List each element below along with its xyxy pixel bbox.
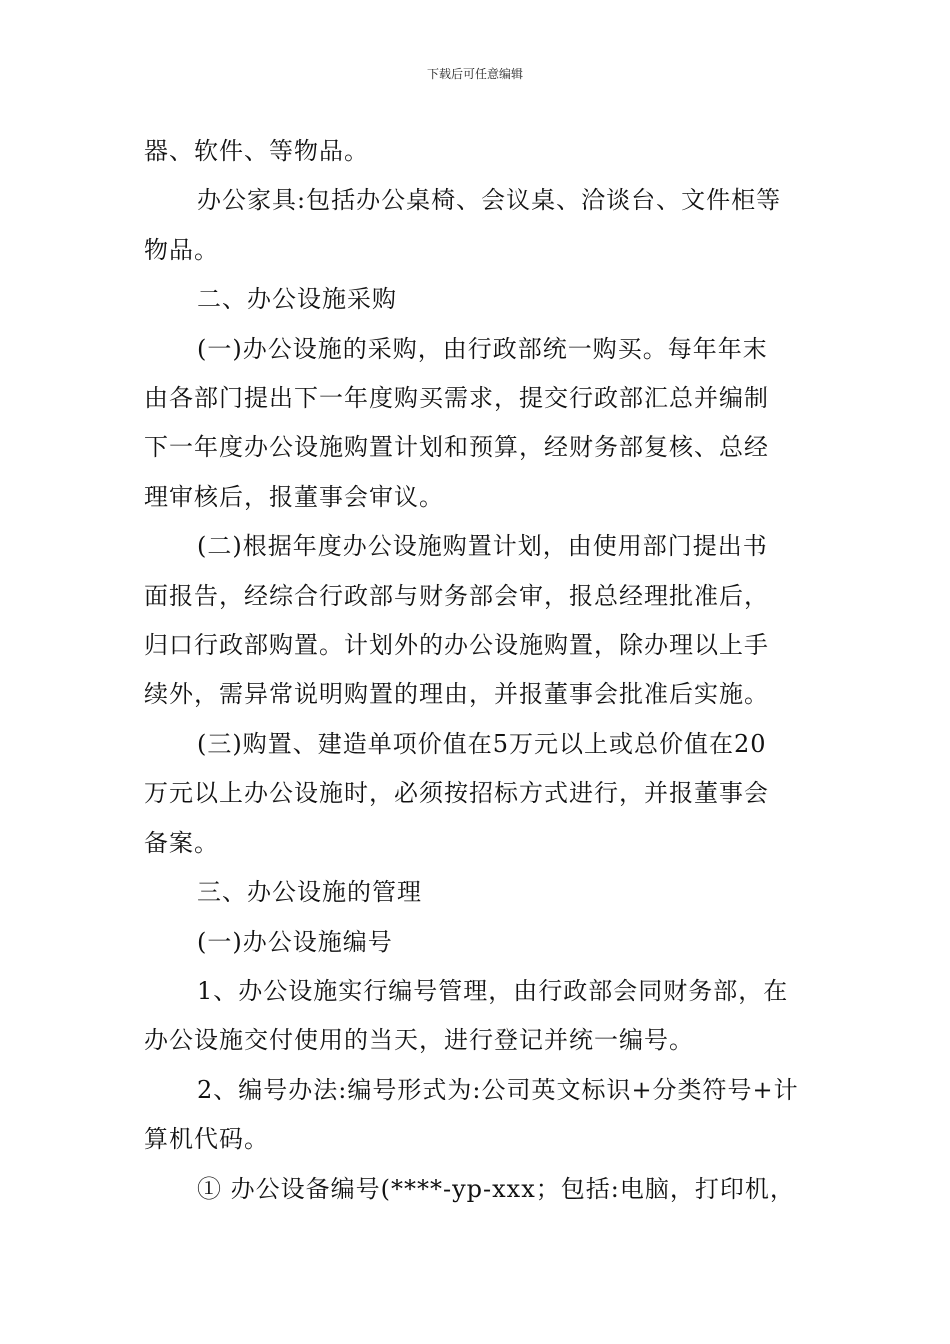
body-line: 备案。	[144, 828, 219, 857]
body-line: 由各部门提出下一年度购买需求，提交行政部汇总并编制	[144, 384, 769, 413]
body-line: 2、编号办法:编号形式为:公司英文标识+分类符号+计	[197, 1075, 799, 1104]
body-line: 下一年度办公设施购置计划和预算，经财务部复核、总经	[144, 433, 769, 462]
body-line: 器、软件、等物品。	[144, 137, 369, 165]
body-line: 万元以上办公设施时，必须按招标方式进行，并报董事会	[144, 779, 769, 808]
document-body	[144, 127, 808, 1214]
body-line: (一)办公设施的采购，由行政部统一购买。每年年末	[197, 334, 768, 363]
body-line: ① 办公设备编号(****-yp-xxx；包括:电脑，打印机，	[197, 1174, 795, 1203]
body-line: (二)根据年度办公设施购置计划，由使用部门提出书	[197, 532, 768, 561]
body-line: 算机代码。	[144, 1125, 269, 1154]
page-header: 下载后可任意编辑	[426, 67, 523, 81]
body-line: 续外，需异常说明购置的理由，并报董事会批准后实施。	[144, 680, 769, 709]
body-line: 理审核后，报董事会审议。	[144, 482, 444, 511]
body-line: 办公家具:包括办公桌椅、会议桌、洽谈台、文件柜等	[197, 186, 782, 215]
body-line: 1、办公设施实行编号管理，由行政部会同财务部，在	[197, 976, 789, 1005]
body-line: (三)购置、建造单项价值在5万元以上或总价值在20	[197, 729, 767, 758]
body-line: 面报告，经综合行政部与财务部会审，报总经理批准后，	[144, 581, 769, 610]
section-heading: 二、办公设施采购	[197, 285, 397, 314]
section-heading: 三、办公设施的管理	[197, 878, 422, 907]
body-line: 物品。	[144, 235, 219, 264]
body-line: 办公设施交付使用的当天，进行登记并统一编号。	[144, 1026, 694, 1055]
body-line: 归口行政部购置。计划外的办公设施购置，除办理以上手	[144, 631, 769, 660]
subsection-heading: (一)办公设施编号	[197, 927, 393, 956]
